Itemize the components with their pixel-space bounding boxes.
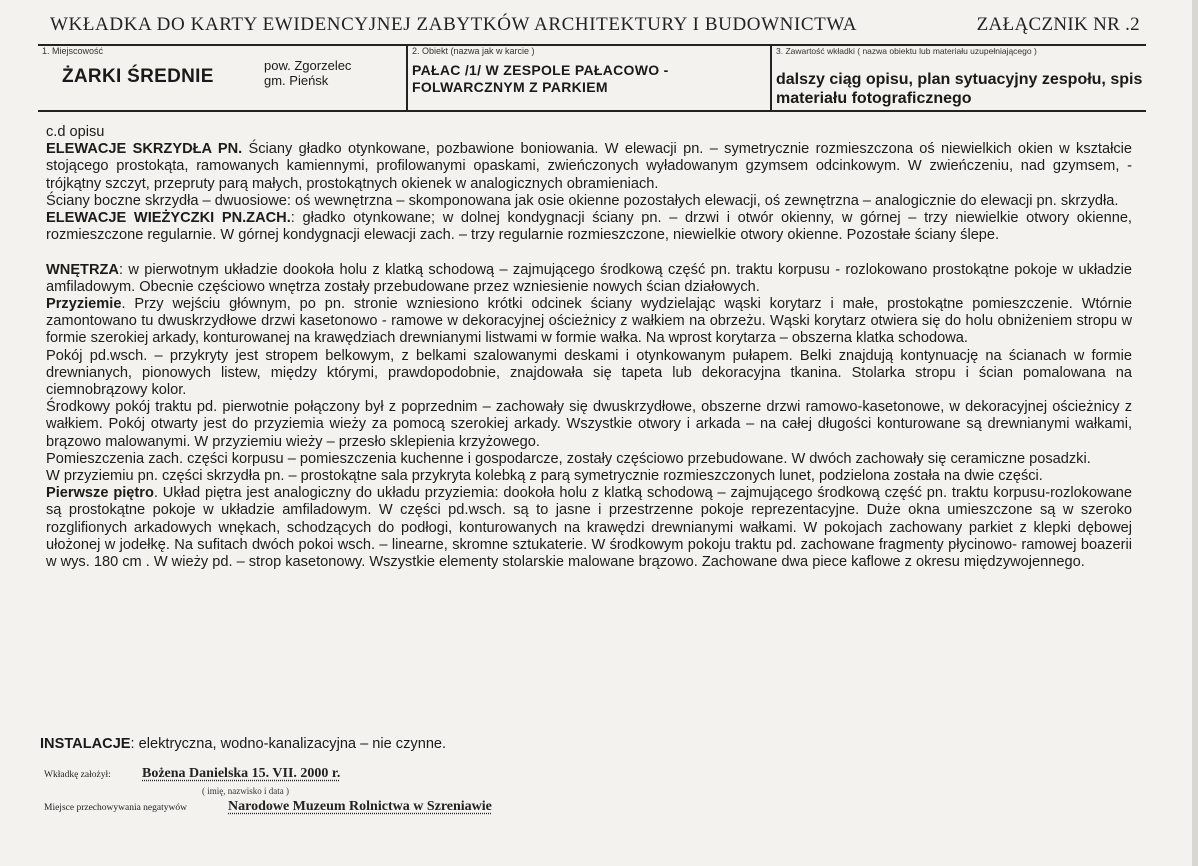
content-desc-value: dalszy ciąg opisu, plan sytuacyjny zespołu, spis materiału fotograficznego bbox=[776, 71, 1143, 107]
heading-ground-floor: Przyziemie bbox=[46, 296, 122, 313]
header-title-bar bbox=[50, 14, 1140, 42]
object-name-value: PAŁAC /1/ W ZESPOLE PAŁACOWO - FOLWARCZNYM Z PARKIEM bbox=[412, 62, 669, 95]
locality-cell bbox=[38, 46, 406, 110]
content-cell bbox=[770, 46, 1146, 110]
locality-value: ŻARKI ŚREDNIE bbox=[62, 66, 214, 87]
object-cell bbox=[406, 46, 770, 110]
paragraph-middle-room: Środkowy pokój traktu pd. pierwotnie połączony był z poprzednim – zachowały się dwuskrzydłowe, obszerne drzwi ramowo-kasetonowe, w dekoracyjnej ościeżnicy z wałkiem. Pokój otwarty jest do przyziemia wieży za pomocą szerokiej arkady. Wszystkie otwory i arkada – na całej długości konturowane są drewnianymi wałkami, brązowo malowanymi. W przyziemiu wieży – przesło sklepienia krzyżowego. bbox=[46, 399, 1132, 450]
text-first-floor: . Układ piętra jest analogiczny do układu przyziemia: dookoła holu z klatką schodową – zajmującego środkową część pn. traktu korpusu-rozlokowane są prostokątne pokoje w układzie amfiladowym. W części pd.wsch. są to jasne i przestrzenne pokoje reprezentacyjne. Duże okna umieszczone są w szeroko rozglifionych arkadowych wnękach, schodzących do podłogi, konturowanych na krawędzi drewnianymi wałkami. W pokojach zachowany parkiet z klepki dębowej ułożonej w jodełkę. Na sufitach dwóch pokoi wsch. – linearne, skromne sztukaterie. W środkowym pokoju traktu pd. zachowane fragmenty płycinowo- ramowej boazerii w wys. 180 cm . W wieży pd. – strop kasetonowy. Wszystkie elementy stolarskie malowane brązowo. Zachowane dwa piece kaflowe z okresu międzywojennego. bbox=[46, 485, 1133, 571]
paragraph-interiors bbox=[46, 262, 1132, 296]
heading-interiors: WNĘTRZA bbox=[46, 261, 119, 278]
paragraph-side-walls: Ściany boczne skrzydła – dwuosiowe: oś wewnętrzna – skomponowana jak osie okienne pozostałych elewacji, oś zewnętrzna – analogicznie do elewacji pn. skrzydła. bbox=[46, 192, 1119, 209]
heading-north-wing: ELEWACJE SKRZYDŁA PN. bbox=[46, 141, 243, 158]
author-label: Wkładkę założył: bbox=[44, 770, 111, 780]
paragraph-gap bbox=[46, 244, 1132, 261]
text-ground-floor: . Przy wejściu głównym, po pn. stronie wzniesiono krótki odcinek ściany wydzielając wąski korytarz i małe, prostokątne pomieszczenie. Wtórnie zamontowano tu dwuskrzydłowe drzwi kasetonowo - ramowe w dekoracyjnej ościeżnicy z wałkiem na obrzeżu. Wąski korytarz otwiera się do holu obniżeniem stropu w formie szerokiej arkady, konturowanej na krawędziach drewnianymi listwami w formie wałka. Na wprost korytarza – obszerna klatka schodowa. bbox=[46, 296, 1132, 347]
heading-installations: INSTALACJE bbox=[40, 736, 131, 752]
paragraph-first-floor bbox=[46, 485, 1132, 571]
district-value: pow. Zgorzelec bbox=[264, 58, 352, 73]
storage-value: Narodowe Muzeum Rolnictwa w Szreniawie bbox=[228, 799, 492, 814]
paragraph-west-rooms: Pomieszczenia zach. części korpusu – pomieszczenia kuchenne i gospodarcze, zostały częściowo przebudowane. W dwóch zachowały się ceramiczne posadzki. bbox=[46, 450, 1091, 467]
intro-line: c.d opisu bbox=[46, 124, 105, 140]
object-label: 2. Obiekt (nazwa jak w karcie ) bbox=[412, 46, 535, 56]
content-label: 3. Zawartość wkładki ( nazwa obiektu lub materiału uzupełniającego ) bbox=[776, 46, 1037, 56]
header-table bbox=[38, 44, 1146, 112]
description-body bbox=[46, 124, 1132, 571]
paragraph-se-room: Pokój pd.wsch. – przykryty jest stropem belkowym, z belkami szalowanymi deskami i otynkowanym pułapem. Belki znajdują kontynuację na ścianach w formie drewnianych, pionowych listew, między którymi, prawdopodobnie, znajdowała się tapeta lub dekoracyjna tkanina. Stolarka stropu i ścian pomalowana na ciemnobrązowy kolor. bbox=[46, 347, 1132, 399]
heading-first-floor: Pierwsze piętro bbox=[46, 485, 154, 502]
commune-value: gm. Pieńsk bbox=[264, 73, 329, 88]
district-info bbox=[264, 58, 351, 88]
paragraph-tower bbox=[46, 210, 1132, 244]
paragraph-ground-floor bbox=[46, 296, 1132, 348]
paragraph-north-hall: W przyziemiu pn. części skrzydła pn. – prostokątne sala przykryta kolebką z parą symetrycznie rozmieszczonych lunet, podzielona została na dwie części. bbox=[46, 468, 1043, 485]
text-installations: : elektryczna, wodno-kanalizacyjna – nie czynne. bbox=[130, 736, 447, 752]
paragraph-north-wing bbox=[46, 141, 1132, 193]
author-value: Bożena Danielska 15. VII. 2000 r. bbox=[142, 766, 341, 781]
form-title: WKŁADKA DO KARTY EWIDENCYJNEJ ZABYTKÓW ARCHITEKTURY I BUDOWNICTWA bbox=[50, 14, 858, 35]
text-interiors: : w pierwotnym układzie dookoła holu z klatką schodową – zajmującego środkową część pn. traktu korpusu - rozlokowano prostokątne pokoje w układzie amfiladowym. Obecnie częściowo wnętrza zostały przebudowane przez wzniesienie nowych ścian działowych. bbox=[46, 261, 1132, 295]
author-hint: ( imię, nazwisko i data ) bbox=[202, 786, 289, 796]
annex-number: ZAŁĄCZNIK NR .2 bbox=[976, 14, 1140, 35]
storage-label: Miejsce przechowywania negatywów bbox=[44, 803, 187, 813]
locality-label: 1. Miejscowość bbox=[42, 46, 104, 56]
text-tower: : gładko otynkowane; w dolnej kondygnacji ściany pn. – drzwi i otwór okienny, w górnej – trzy niewielkie otwory okienne, rozmieszczone regularnie. W górnej kondygnacji elewacji zach. – trzy regularnie rozmieszczone, niewielkie otwory okienne. Pozostałe ściany ślepe. bbox=[46, 210, 1132, 244]
text-north-wing: Ściany gładko otynkowane, pozbawione boniowania. W elewacji pn. – symetrycznie rozmieszczona oś niewielkich okien w kształcie stojącego prostokąta, ramowanych kamiennymi, profilowanymi opaskami, zwieńczonych wyładowanym gzymsem odcinkowym. W zwieńczeniu, nad gzymsem, - trójkątny szczyt, przepruty parą małych, prostokątnych okienek w analogicznych obramieniach. bbox=[46, 141, 1132, 192]
heading-tower: ELEWACJE WIEŻYCZKI PN.ZACH. bbox=[46, 210, 291, 227]
paragraph-installations bbox=[40, 736, 446, 752]
